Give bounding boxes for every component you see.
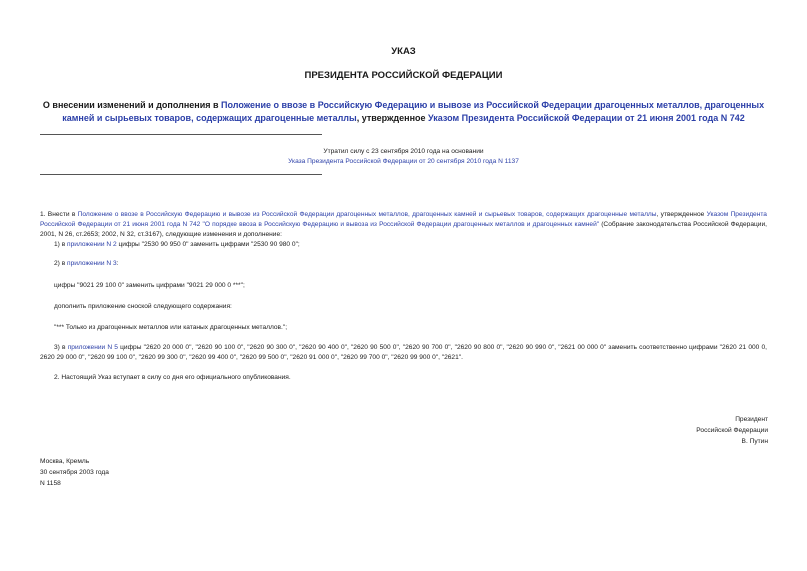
item-1 [54,240,300,250]
subject-text-1: О внесении изменений и дополнения в [42,100,222,110]
item-3-text-1: 3) в [54,344,68,351]
item-2-link-appendix-3[interactable]: приложении N 3 [67,260,117,267]
status-note [40,147,767,167]
item-3-text-2: цифры "2620 20 000 0", "2620 90 100 0", "2620 90 300 0", "2620 90 400 0", "2620 90 500 0", "2620 90 700 0", "2620 90 800 0", "2620 90 990 0", "2621 00 000 0" заменить соответственно цифрами "2620 21 000 0, 2620 29 000 0", "2620 99 100 0", "2620 99 300 0", "2620 99 400 0", "2620 99 500 0", "2620 91 000 0", "2620 99 700 0", "2620 99 900 0", "2621". [40,344,767,361]
paragraph-1 [40,210,767,240]
item-1-text-1: 1) в [54,241,68,248]
p1-text-2: , утвержденное [656,211,707,218]
signature-title: Президент [735,416,768,423]
p1-link-decree[interactable]: Указом Президента Российской Федерации от 21 июня 2001 года N 742 "О порядке ввоза в Российскую Федерацию и вывоза из Российской Федерации драгоценных металлов и драгоценных камней" [40,211,767,228]
p1-link-regulation[interactable]: Положение о ввозе в Российскую Федерацию и вывозе из Российской Федерации драгоценных металлов, драгоценных камней и сырьевых товаров, содержащих драгоценные металлы [77,211,657,218]
item-2-text-2: : [116,260,119,267]
item-2-footnote-intro: дополнить приложение сноской следующего содержания: [54,303,232,310]
p1-text-3: (Собрание законодательства Российской Федерации, 2001, N 26, ст.2653; 2002, N 32, ст.3167), следующие изменения и дополнение: [40,221,767,238]
item-1-text-2: цифры "2530 90 950 0" заменить цифрами "2530 90 980 0"; [116,241,300,248]
date: 30 сентября 2003 года [40,469,109,476]
paragraph-2: 2. Настоящий Указ вступает в силу со дня его официального опубликования. [54,374,291,381]
divider-bottom [40,174,322,175]
place: Москва, Кремль [40,458,90,465]
signature-name: В. Путин [741,438,768,445]
subject-link-regulation[interactable]: Положение о ввозе в Российскую Федерацию и вывозе из Российской Федерации драгоценных металлов, драгоценных камней и сырьевых товаров, содержащих драгоценные металлы [62,100,765,123]
item-1-link-appendix-2[interactable]: приложении N 2 [67,241,117,248]
place-date-block [40,456,109,489]
document-subject [40,99,767,125]
item-2 [54,259,119,269]
p1-text-1: 1. Внести в [40,211,78,218]
item-2-text-1: 2) в [54,260,68,267]
item-2-footnote-text: "*** Только из драгоценных металлов или катаных драгоценных металлов."; [54,324,288,331]
subject-text-2: , утвержденное [356,113,429,123]
status-line: Утратил силу с 23 сентября 2010 года на основании [323,148,484,155]
item-2-change: цифры "9021 29 100 0" заменить цифрами "9021 29 000 0 ***"; [54,282,245,289]
document-number: N 1158 [40,480,61,487]
signature-country: Российской Федерации [696,427,768,434]
item-3-link-appendix-5[interactable]: приложении N 5 [67,344,118,351]
item-3 [40,343,767,363]
divider-top [40,134,322,135]
document-title: УКАЗ [391,46,416,57]
signature-block [696,414,768,447]
status-link-repeal-decree[interactable]: Указа Президента Российской Федерации от 20 сентября 2010 года N 1137 [288,158,519,165]
document-issuer: ПРЕЗИДЕНТА РОССИЙСКОЙ ФЕДЕРАЦИИ [304,70,503,81]
subject-link-decree[interactable]: Указом Президента Российской Федерации от 21 июня 2001 года N 742 [428,113,745,123]
